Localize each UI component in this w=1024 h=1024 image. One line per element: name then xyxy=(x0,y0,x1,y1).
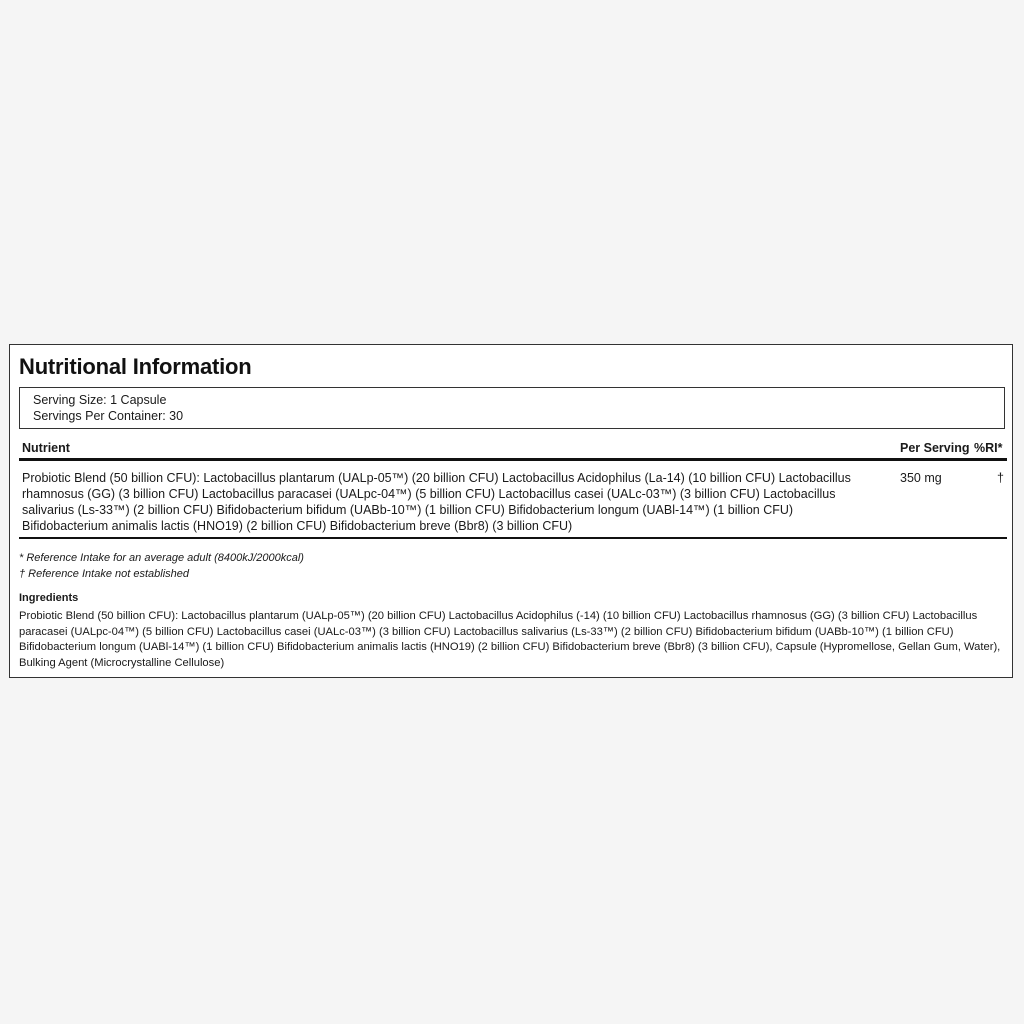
footnote-reference-intake: * Reference Intake for an average adult (8400kJ/2000kcal) xyxy=(19,552,304,564)
nutrient-ri: † xyxy=(997,471,1004,485)
footnotes xyxy=(19,550,304,582)
header-per-serving: Per Serving xyxy=(900,441,970,455)
ingredients-heading: Ingredients xyxy=(19,592,79,604)
header-ri: %RI* xyxy=(974,441,1003,455)
servings-per-container: Servings Per Container: 30 xyxy=(33,409,184,423)
nutrient-table-header xyxy=(19,432,1007,461)
table-row xyxy=(19,461,1007,539)
nutrient-amount: 350 mg xyxy=(900,471,942,485)
ingredients-text: Probiotic Blend (50 billion CFU): Lactobacillus plantarum (UALp-05™) (20 billion CFU) Lactobacillus Acidophilus (-14) (10 billion CFU) Lactobacillus rhamnosus (GG) (3 billion CFU) Lactobacillus paracasei (UALpc-04™) (5 billion CFU) Lactobacillus casei (UALc-03™) (3 billion CFU) Lactobacillus salivarius (Ls-33™) (2 billion CFU) Bifidobacterium bifidum (UABb-10™) (1 billion CFU) Bifidobacterium longum (UABl-14™) (1 billion CFU) Bifidobacterium animalis lactis (HNO19) (2 billion CFU) Bifidobacterium breve (Bbr8) (3 billion CFU), Capsule (Hypromellose, Gellan Gum, Water), Bulking Agent (Microcrystalline Cellulose) xyxy=(19,610,1001,669)
serving-size: Serving Size: 1 Capsule xyxy=(33,393,167,407)
serving-info-box xyxy=(19,387,1005,429)
header-nutrient: Nutrient xyxy=(22,441,70,455)
nutrition-panel xyxy=(9,344,1013,678)
panel-title: Nutritional Information xyxy=(19,354,252,379)
nutrient-name: Probiotic Blend (50 billion CFU): Lactobacillus plantarum (UALp-05™) (20 billion CFU) Lactobacillus Acidophilus (La-14) (10 billion CFU) Lactobacillus rhamnosus (GG) (3 billion CFU) Lactobacillus paracasei (UALpc-04™) (5 billion CFU) Lactobacillus casei (UALc-03™) (3 billion CFU) Lactobacillus salivarius (Ls-33™) (2 billion CFU) Bifidobacterium bifidum (UABb-10™) (1 billion CFU) Bifidobacterium longum (UABl-14™) (1 billion CFU) Bifidobacterium animalis lactis (HNO19) (2 billion CFU) Bifidobacterium breve (Bbr8) (3 billion CFU) xyxy=(22,471,851,533)
footnote-not-established: † Reference Intake not established xyxy=(19,568,190,580)
